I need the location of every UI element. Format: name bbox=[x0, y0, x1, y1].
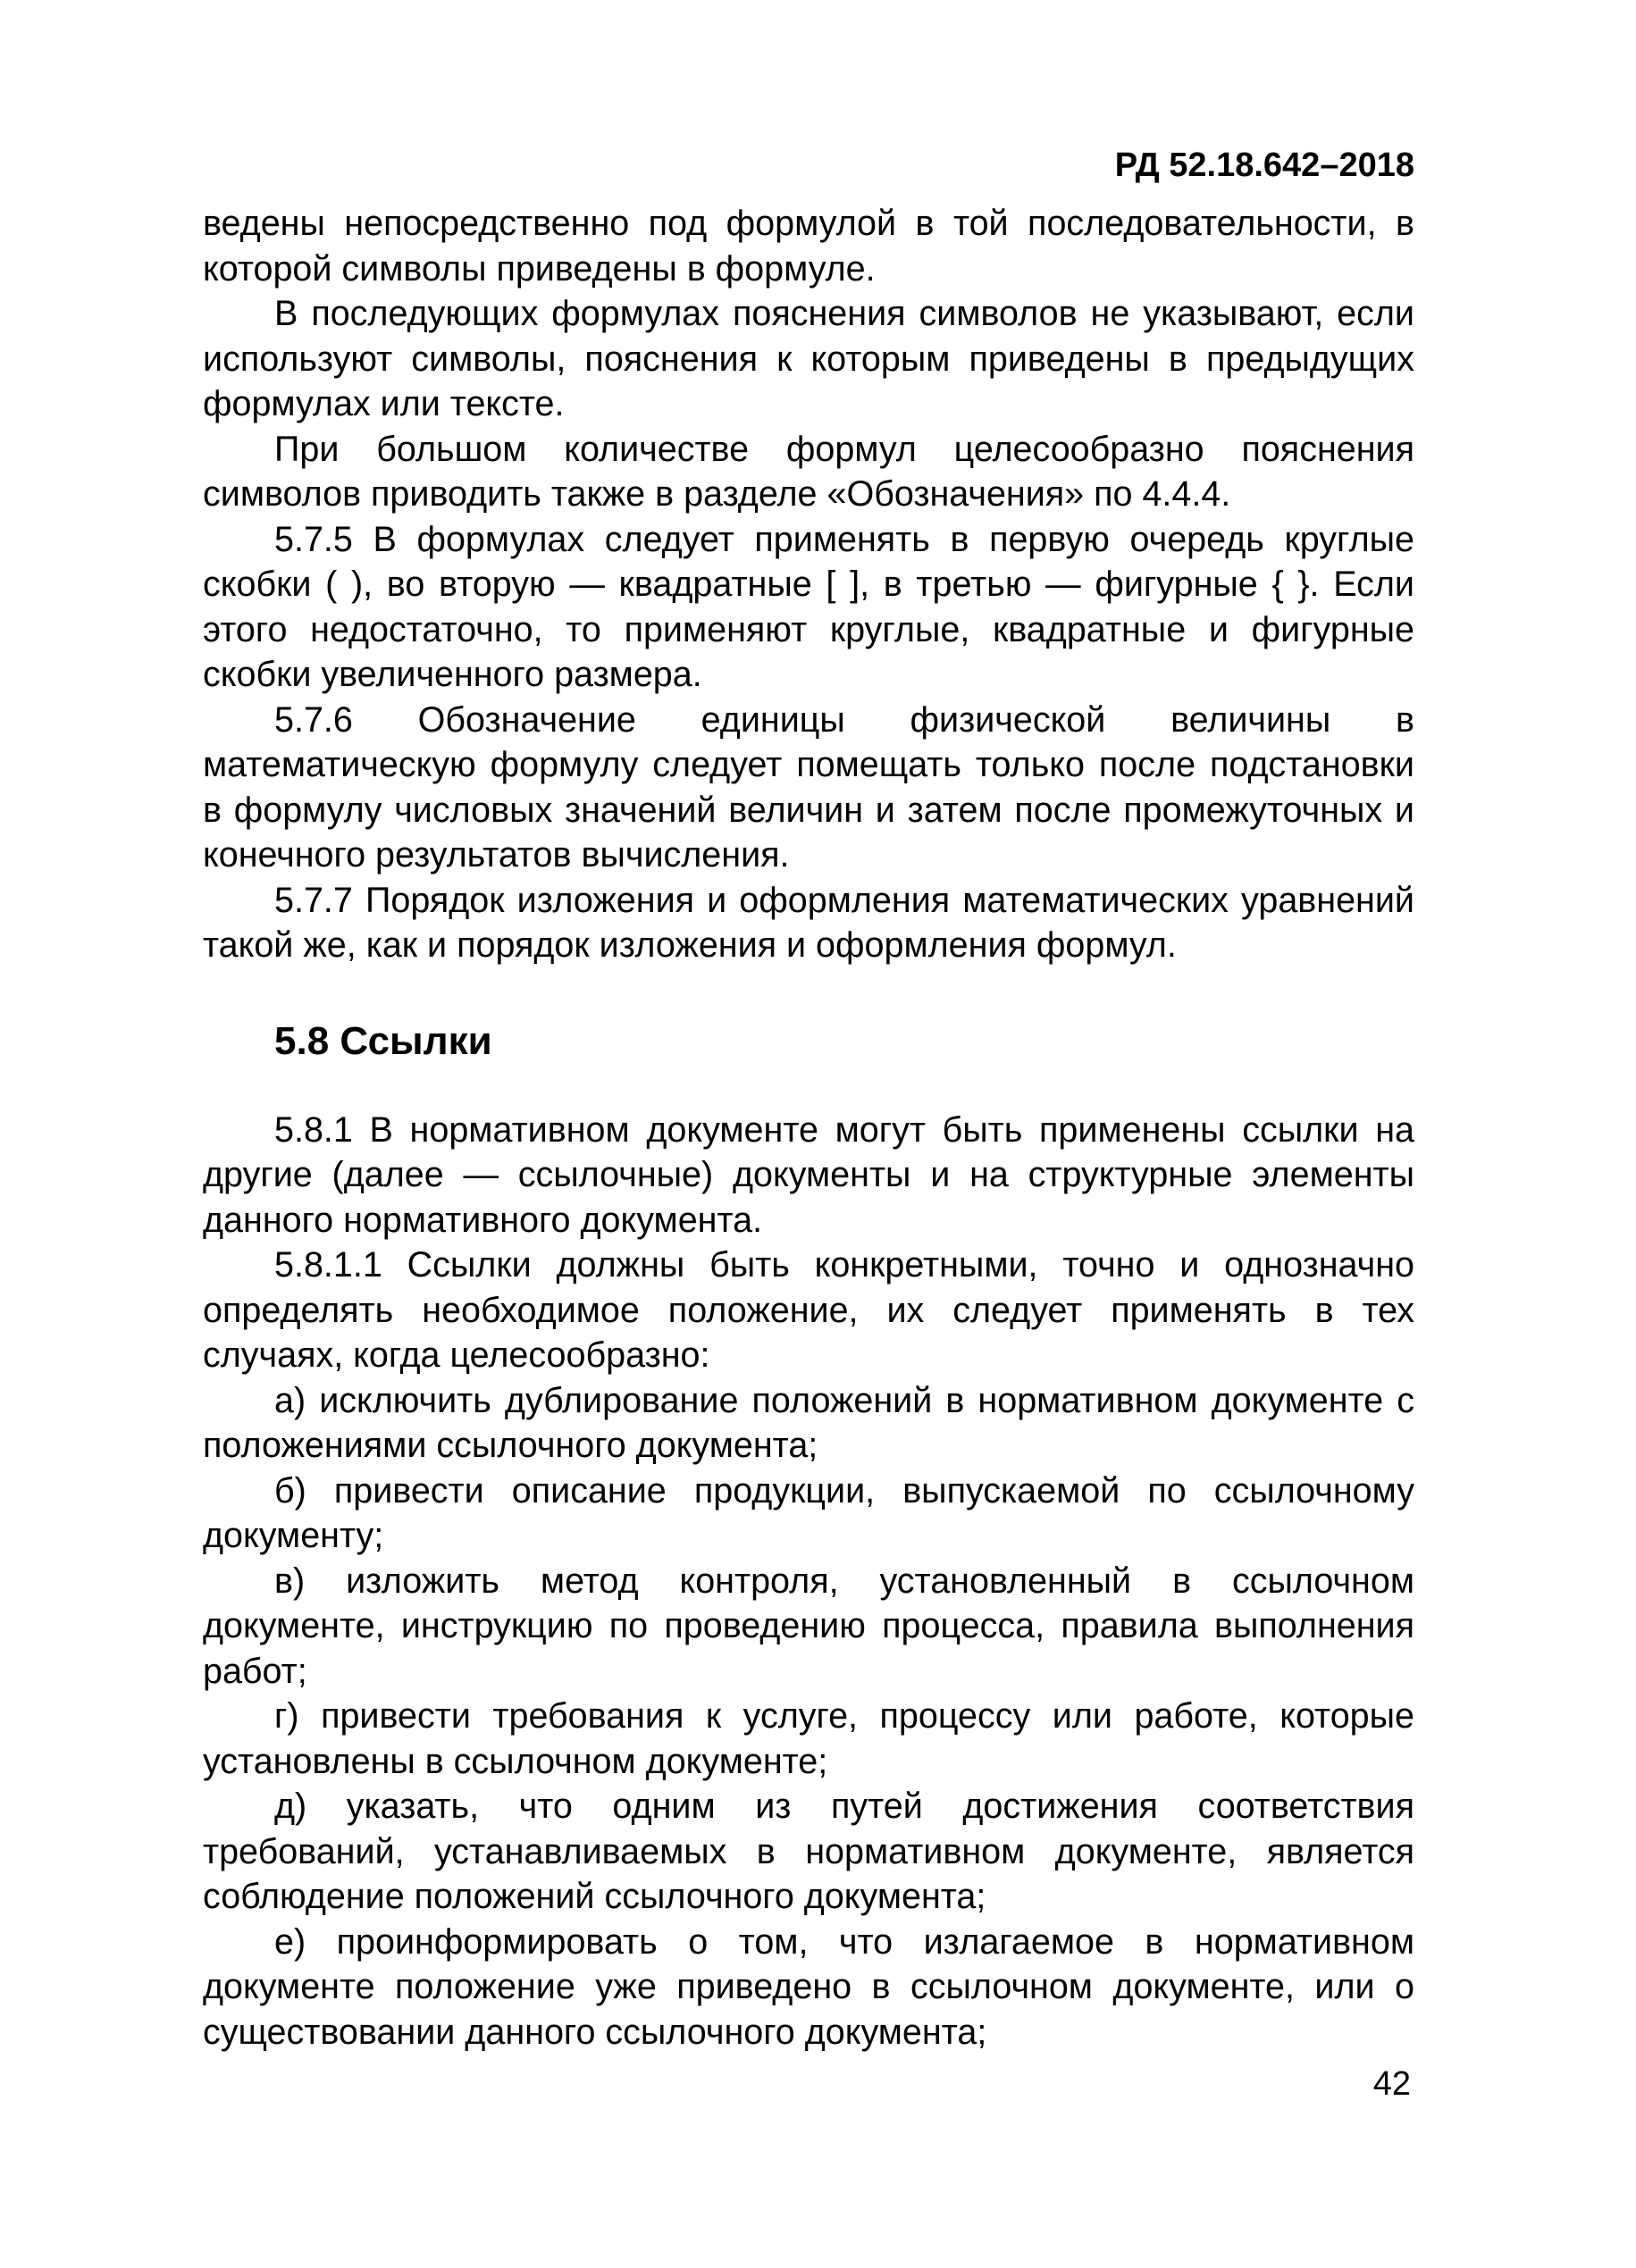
list-item-d: д) указать, что одним из путей достижения соответствия требований, устанавливаемых в нормативном документе, является соблюдение положений ссылочного документа; bbox=[203, 1787, 1414, 1916]
document-code: РД 52.18.642–2018 bbox=[1114, 146, 1414, 184]
list-item-e: е) проинформировать о том, что излагаемое в нормативном документе положение уже приведено в ссылочном документе, или о существовании данного ссылочного документа; bbox=[203, 1921, 1414, 2052]
document-body bbox=[203, 201, 1414, 2055]
list-item-b: б) привести описание продукции, выпускаемой по ссылочному документу; bbox=[203, 1470, 1414, 1555]
clause-5-8-1: 5.8.1 В нормативном документе могут быть применены ссылки на другие (далее — ссылочные) документы и на структурные элементы данного нормативного документа. bbox=[203, 1109, 1414, 1240]
paragraph: В последующих формулах пояснения символов не указывают, если используют символы, пояснения к которым приведены в предыдущих формулах или тексте. bbox=[203, 294, 1414, 423]
list-item-a: а) исключить дублирование положений в нормативном документе с положениями ссылочного документа; bbox=[203, 1380, 1414, 1465]
paragraph: При большом количестве формул целесообразно пояснения символов приводить также в разделе «Обозначения» по 4.4.4. bbox=[203, 429, 1414, 514]
clause-5-8-1-1: 5.8.1.1 Ссылки должны быть конкретными, точно и однозначно определять необходимое положение, их следует применять в тех случаях, когда целесообразно: bbox=[203, 1245, 1414, 1375]
section-heading: 5.8 Ссылки bbox=[274, 1018, 492, 1063]
clause-5-7-6: 5.7.6 Обозначение единицы физической величины в математическую формулу следует помещать только после подстановки в формулу числовых значений величин и затем после промежуточных и конечного результатов вычисления. bbox=[203, 699, 1414, 875]
page-number: 42 bbox=[1372, 2065, 1411, 2103]
clause-5-7-7: 5.7.7 Порядок изложения и оформления математических уравнений такой же, как и порядок изложения и оформления формул. bbox=[203, 880, 1414, 965]
clause-5-7-5: 5.7.5 В формулах следует применять в первую очередь круглые скобки ( ), во вторую — квадратные [ ], в третью — фигурные { }. Если этого недостаточно, то применяют круглые, квадратные и фигурные скобки увеличенного размера. bbox=[203, 519, 1414, 694]
list-item-g: г) привести требования к услуге, процессу или работе, которые установлены в ссылочном документе; bbox=[203, 1696, 1414, 1781]
list-item-v: в) изложить метод контроля, установленный в ссылочном документе, инструкцию по проведению процесса, правила выполнения работ; bbox=[203, 1561, 1414, 1691]
paragraph: ведены непосредственно под формулой в той последовательности, в которой символы приведены в формуле. bbox=[203, 204, 1414, 289]
